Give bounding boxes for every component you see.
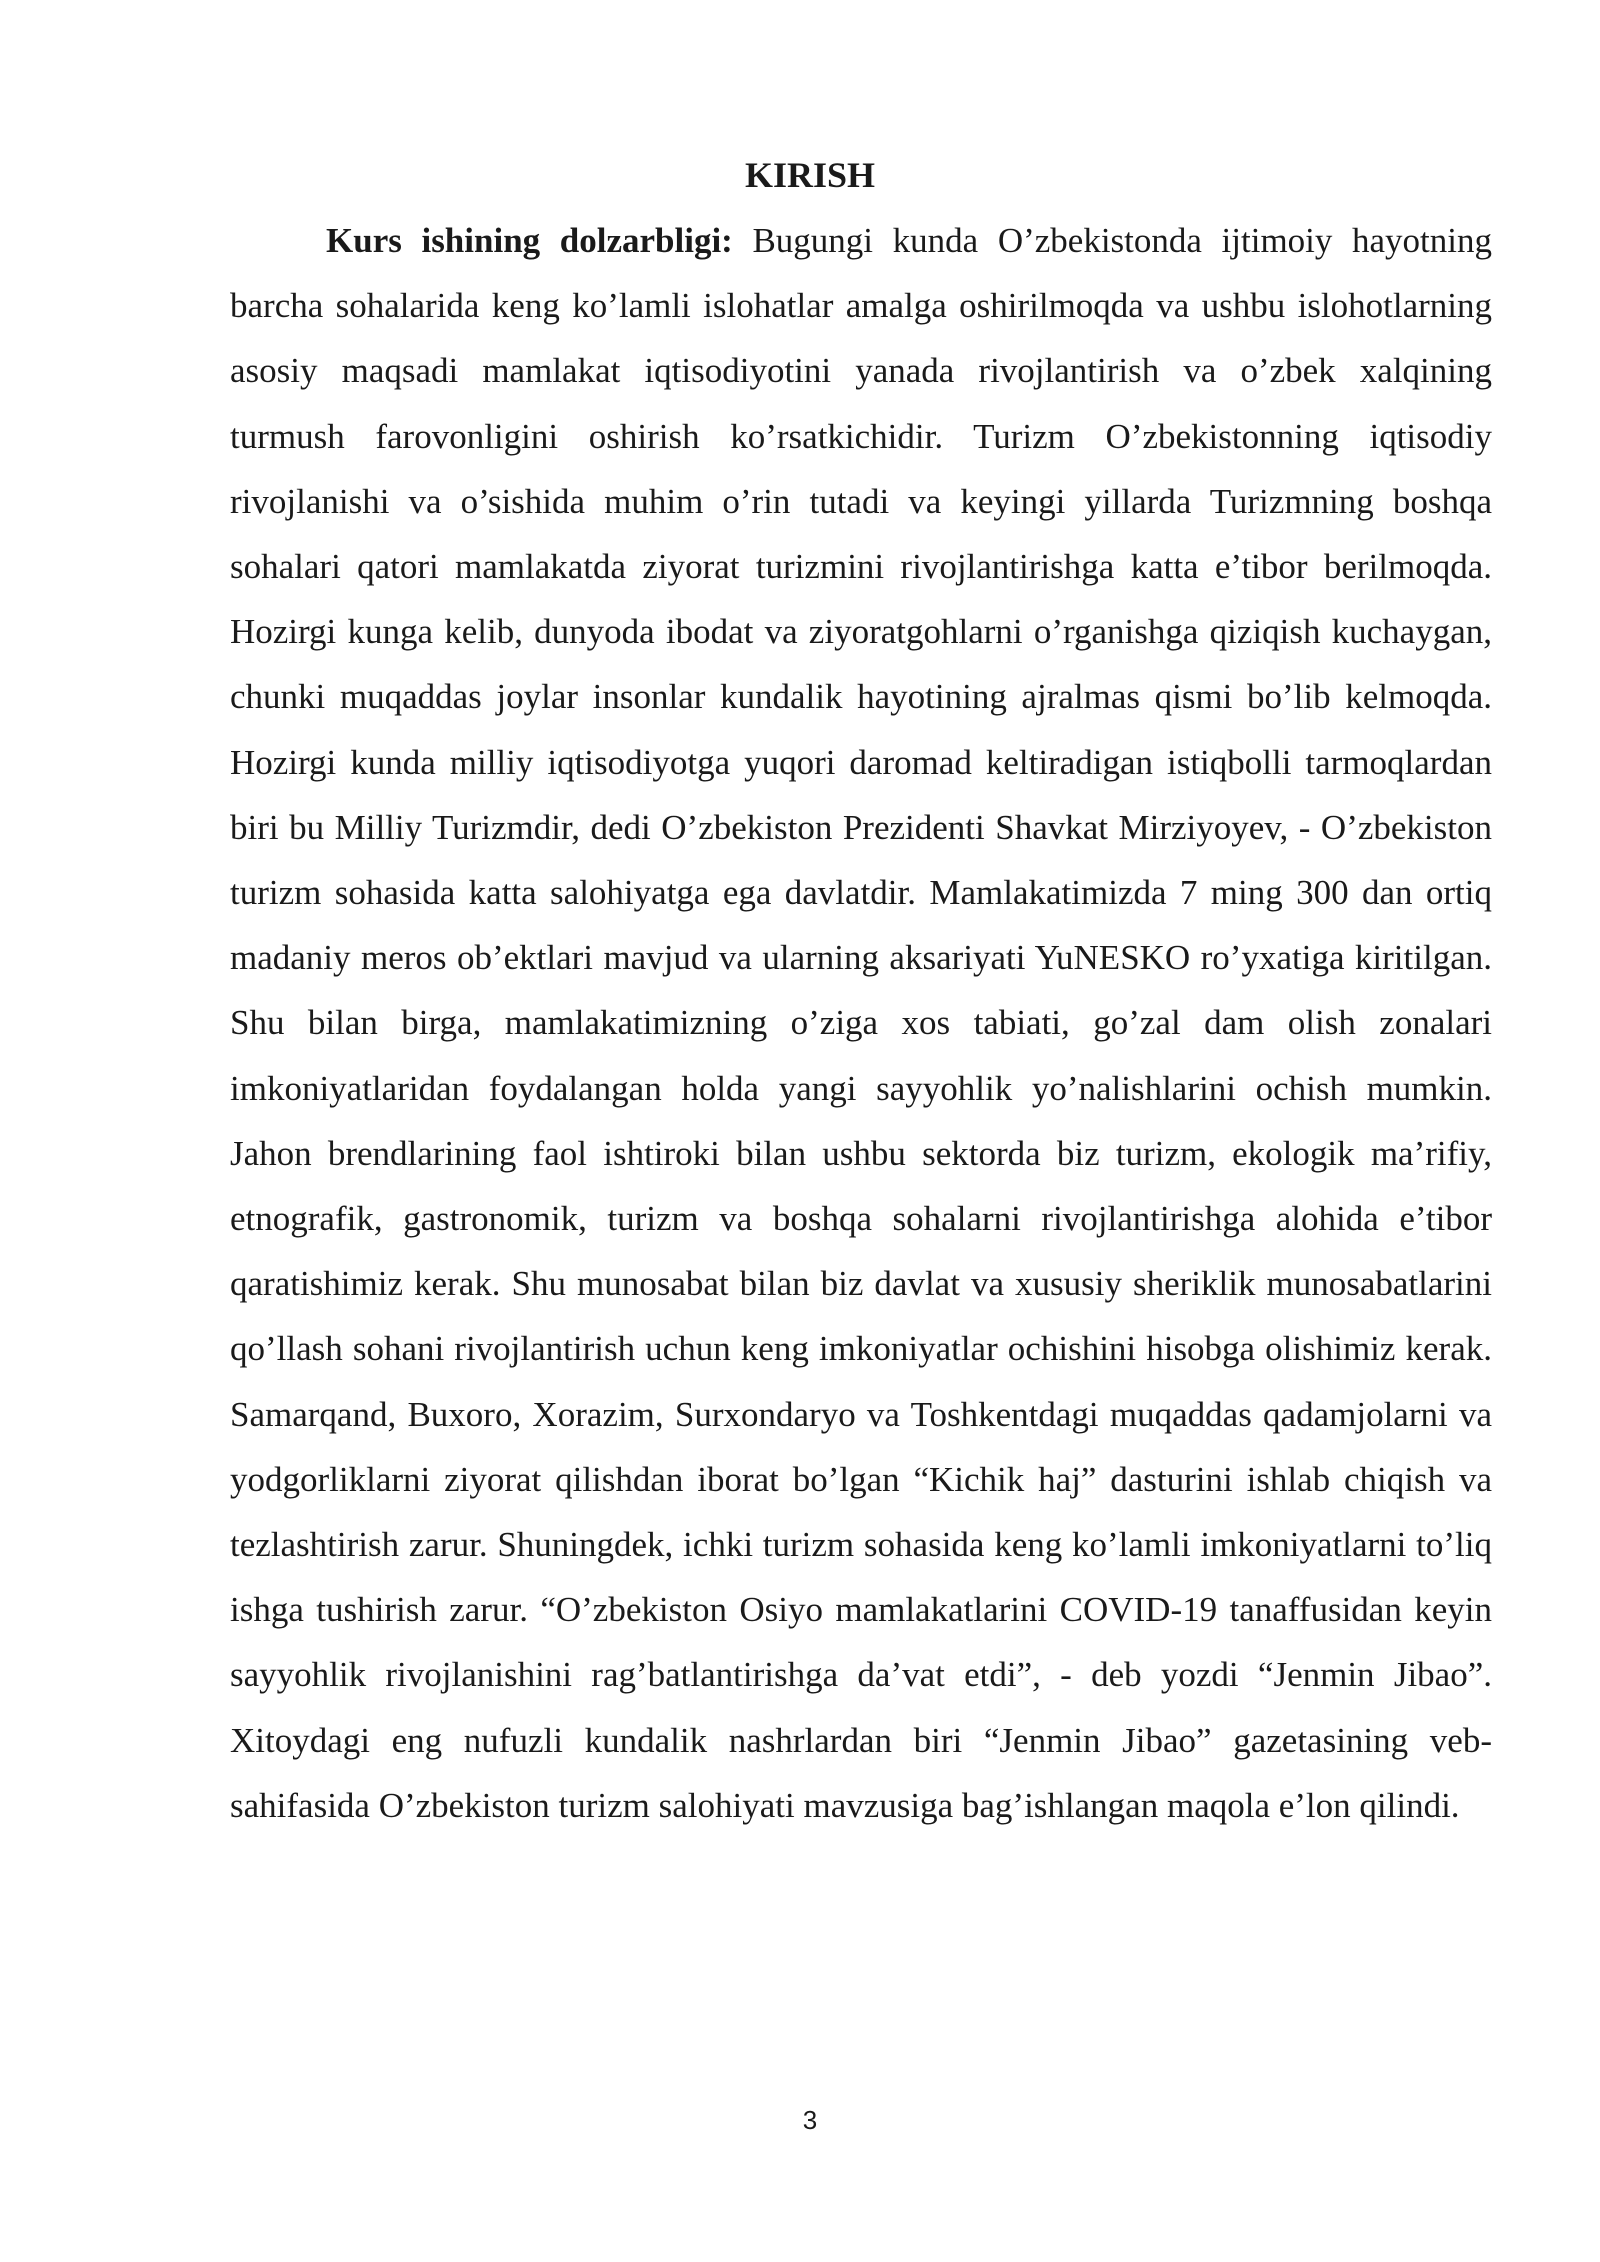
paragraph-text: Bugungi kunda O’zbekistonda ijtimoiy hayotning barcha sohalarida keng ko’lamli islohatlar amalga oshirilmoqda va ushbu islohotlarning asosiy maqsadi mamlakat iqtisodiyotini yanada rivojlantirish va o’zbek xalqining turmush farovonligini oshirish ko’rsatkichidir. Turizm O’zbekistonning iqtisodiy rivojlanishi va o’sishida muhim o’rin tutadi va keyingi yillarda Turizmning boshqa sohalari qatori mamlakatda ziyorat turizmini rivojlantirishga katta e’tibor berilmoqda. Hozirgi kunga kelib, dunyoda ibodat va ziyoratgohlarni o’rganishga qiziqish kuchaygan, chunki muqaddas joylar insonlar kundalik hayotining ajralmas qismi bo’lib kelmoqda. Hozirgi kunda milliy iqtisodiyotga yuqori daromad keltiradigan istiqbolli tarmoqlardan biri bu Milliy Turizmdir, dedi O’zbekiston Prezidenti Shavkat Mirziyoyev, - O’zbekiston turizm sohasida katta salohiyatga ega davlatdir. Mamlakatimizda 7 ming 300 dan ortiq madaniy meros ob’ektlari mavjud va ularning aksariyati YuNESKO ro’yxatiga kiritilgan. Shu bilan birga, mamlakatimizning o’ziga xos tabiati, go’zal dam olish zonalari imkoniyatlaridan foydalangan holda yangi sayyohlik yo’nalishlarini ochish mumkin. Jahon brendlarining faol ishtiroki bilan ushbu sektorda biz turizm, ekologik ma’rifiy, etnografik, gastronomik, turizm va boshqa sohalarni rivojlantirishga alohida e’tibor qaratishimiz kerak. Shu munosabat bilan biz davlat va xususiy sheriklik munosabatlarini qo’llash sohani rivojlantirish uchun keng imkoniyatlar ochishini hisobga olishimiz kerak. Samarqand, Buxoro, Xorazim, Surxondaryo va Toshkentdagi muqaddas qadamjolarni va yodgorliklarni ziyorat qilishdan iborat bo’lgan “Kichik haj” dasturini ishlab chiqish va tezlashtirish zarur. Shuningdek, ichki turizm sohasida keng ko’lamli imkoniyatlarni to’liq ishga tushirish zarur. “O’zbekiston Osiyo mamlakatlarini COVID-19 tanaffusidan keyin sayyohlik rivojlanishini rag’batlantirishga da’vat etdi”, - deb yozdi “Jenmin Jibao”. Xitoydagi eng nufuzli kundalik nashrlardan biri “Jenmin Jibao” gazetasining veb-sahifasida O’zbekiston turizm salohiyati mavzusiga bag’ishlangan maqola e’lon qilindi. [230,221,1492,1825]
lead-label: Kurs ishining dolzarbligi: [326,221,733,260]
body-paragraph [230,208,1492,1838]
section-heading: KIRISH [744,155,876,195]
page-number: 3 [802,2105,818,2135]
